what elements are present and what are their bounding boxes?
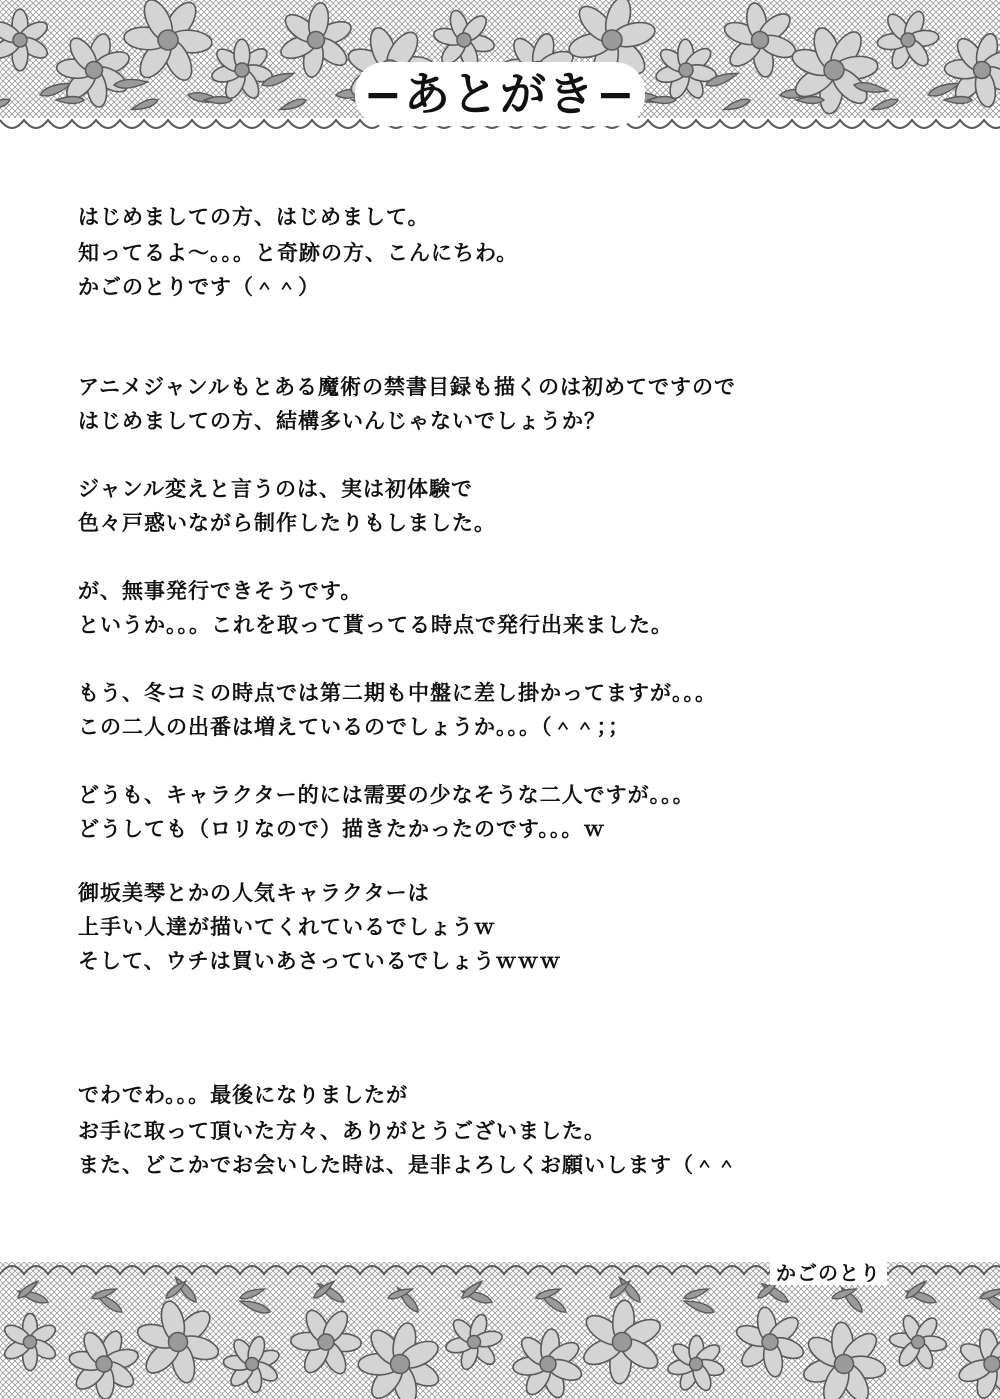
text-line: そして、ウチは買いあさっているでしょうｗｗｗ: [78, 949, 562, 973]
text-line: はじめましての方、はじめまして。: [78, 205, 430, 229]
page-title: −あとがき−: [363, 67, 637, 121]
text-line: この二人の出番は増えているのでしょうか。。。（＾＾；；: [78, 715, 630, 739]
text-line: が、無事発行できそうです。: [78, 579, 363, 603]
text-line: 御坂美琴とかの人気キャラクターは: [78, 881, 430, 905]
text-line: 上手い人達が描いてくれているでしょうｗ: [78, 915, 496, 939]
text-line: 知ってるよ〜。。。と奇跡の方、こんにちわ。: [78, 241, 519, 265]
text-line: お手に取って頂いた方々、ありがとうございました。: [78, 1119, 606, 1143]
text-line: アニメジャンルもとある魔術の禁書目録も描くのは初めてですので: [78, 375, 737, 399]
text-line: どうも、キャラクター的には需要の少なそうな二人ですが。。。: [78, 783, 695, 807]
text-line: かごのとりです（＾＾）: [78, 275, 320, 299]
text-line: また、どこかでお会いした時は、是非よろしくお願いします（＾＾: [78, 1153, 738, 1177]
page-title-container: [355, 62, 645, 126]
text-line: どうしても（ロリなので）描きたかったのです。。。ｗ: [78, 817, 606, 841]
text-line: はじめましての方、結構多いんじゃないでしょうか？: [78, 409, 606, 433]
author-signature: かごのとり: [770, 1261, 887, 1285]
text-line: 色々戸惑いながら制作したりもしました。: [78, 511, 496, 535]
text-line: もう、冬コミの時点では第二期も中盤に差し掛かってますが。。。: [78, 681, 717, 705]
text-line: というか。。。これを取って貰ってる時点で発行出来ました。: [78, 613, 673, 637]
text-line: でわでわ。。。最後になりましたが: [78, 1083, 409, 1107]
text-line: ジャンル変えと言うのは、実は初体験で: [78, 477, 474, 501]
